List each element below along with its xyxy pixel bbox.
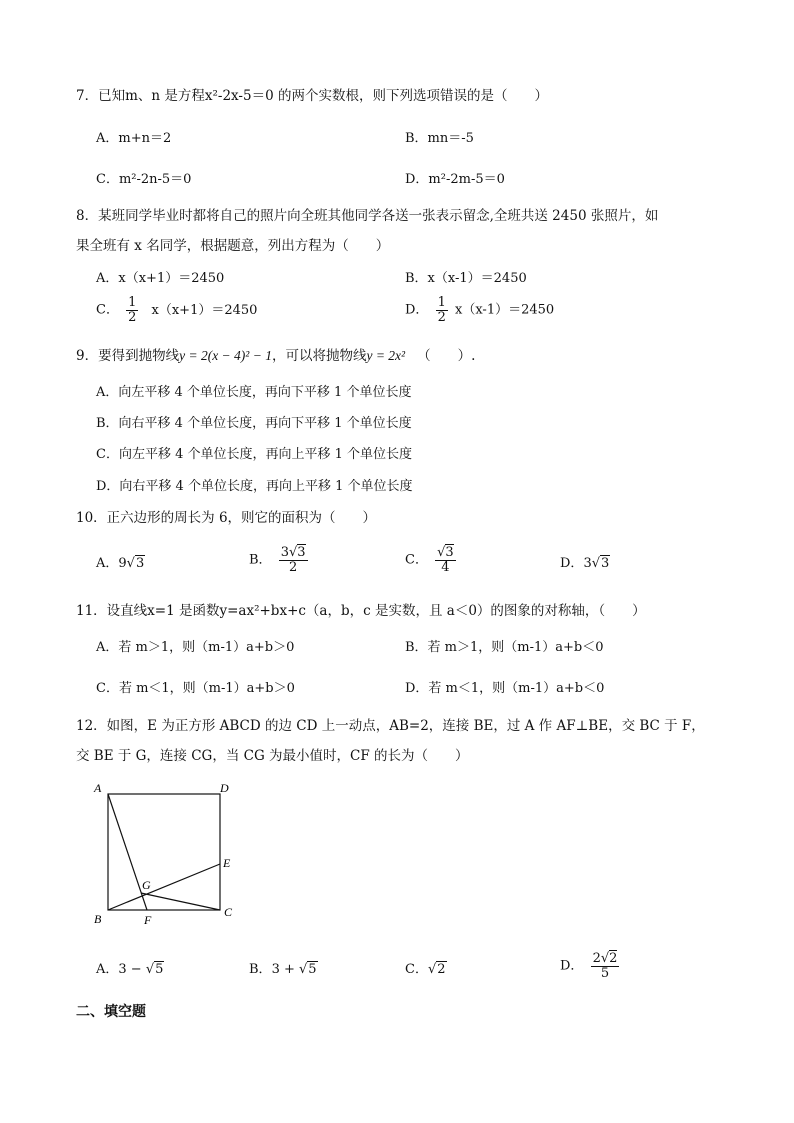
- q8-option-c-denominator: 2: [128, 310, 137, 325]
- q12-option-c: [405, 962, 447, 978]
- q10-option-a: [96, 556, 145, 572]
- q12-option-a-label: A．: [96, 962, 119, 977]
- q10-option-b-label: B．: [249, 552, 272, 568]
- q8-option-c-numerator: 1: [128, 295, 137, 310]
- q12-option-d-label: D．: [560, 958, 584, 974]
- label-point-g: G: [142, 878, 151, 892]
- segment-cg: [141, 893, 220, 910]
- q10-option-c-num-radicand: 3: [445, 545, 454, 560]
- q10-stem: 10．正六边形的周长为 6，则它的面积为（ ）: [76, 510, 377, 526]
- q9-prefix: 9．要得到抛物线: [76, 348, 180, 364]
- q12-figure-square: [86, 778, 246, 928]
- q10-option-a-sqrt: √3: [126, 556, 145, 571]
- q8-option-a: A．x（x+1）＝2450: [96, 271, 225, 286]
- label-point-c: C: [224, 905, 233, 919]
- label-point-b: B: [94, 912, 102, 926]
- label-point-f: F: [144, 913, 152, 927]
- q9-stem: [76, 348, 475, 364]
- q10-option-a-label: A．: [96, 556, 119, 571]
- q8-stem-line1: 8．某班同学毕业时都将自己的照片向全班其他同学各送一张表示留念,全班共送 2450 张照片，如: [76, 208, 659, 224]
- q12-option-a-expr: 3 −: [118, 962, 146, 977]
- q10-option-a-radicand: 3: [135, 556, 145, 571]
- q8-stem-line2: 果全班有 x 名同学，根据题意，列出方程为（ ）: [76, 238, 390, 254]
- q10-option-c-denominator: 4: [441, 560, 450, 575]
- q12-option-a-sqrt: √5: [145, 962, 164, 977]
- q12-option-c-label: C．: [405, 962, 428, 977]
- q7-stem: 7．已知m、n 是方程x²-2x-5＝0 的两个实数根，则下列选项错误的是（ ）: [76, 88, 548, 104]
- q10-option-b: [249, 546, 311, 575]
- q7-option-b: B．mn＝-5: [405, 131, 474, 146]
- q12-option-a: [96, 962, 164, 978]
- q8-option-c: [96, 296, 257, 325]
- q12-option-d-num-radicand: 2: [609, 951, 618, 966]
- segment-be: [108, 864, 220, 910]
- q10-option-c-numerator: √3: [437, 545, 454, 560]
- q10-option-c-label: C．: [405, 552, 428, 568]
- q12-option-b: [249, 962, 318, 978]
- section-fill-in-title: 二、填空题: [76, 1004, 146, 1020]
- square-abcd: [108, 794, 220, 910]
- q12-stem-line1: 12．如图，E 为正方形 ABCD 的边 CD 上一动点，AB=2，连接 BE，过 A 作 AF⊥BE，交 BC 于 F，: [76, 718, 705, 734]
- label-point-d: D: [220, 781, 229, 795]
- q11-option-b: B．若 m＞1，则（m-1）a+b＜0: [405, 640, 604, 655]
- q8-option-c-rest: x（x+1）＝2450: [151, 302, 258, 318]
- q8-option-d: [405, 296, 554, 325]
- q12-option-d-fraction: [591, 952, 620, 981]
- label-point-e: E: [223, 856, 231, 870]
- q10-option-b-numerator: 3√3: [280, 545, 306, 560]
- q10-option-a-coef: 9: [118, 556, 127, 571]
- q9-middle: ，可以将抛物线: [271, 348, 367, 364]
- q11-stem: 11．设直线x=1 是函数y=ax²+bx+c（a，b，c 是实数，且 a＜0）的图象的对称轴，（ ）: [76, 603, 646, 619]
- q9-option-a: A．向左平移 4 个单位长度，再向下平移 1 个单位长度: [96, 385, 412, 400]
- q10-option-d-radicand: 3: [601, 556, 610, 571]
- q11-option-d: D．若 m＜1，则（m-1）a+b＜0: [405, 681, 605, 696]
- q10-option-d: [560, 556, 610, 572]
- q8-option-c-fraction: [126, 296, 138, 325]
- q8-option-d-numerator: 1: [437, 295, 446, 310]
- q9-option-c: C．向左平移 4 个单位长度，再向上平移 1 个单位长度: [96, 447, 413, 462]
- q8-option-d-fraction: [436, 296, 448, 325]
- q8-option-c-label: C．: [96, 302, 119, 318]
- q10-option-b-fraction: [279, 546, 308, 575]
- q7-option-a: A．m+n＝2: [96, 131, 172, 146]
- q9-suffix: （ ）.: [417, 348, 476, 364]
- q11-option-c: C．若 m＜1，则（m-1）a+b＞0: [96, 681, 295, 696]
- q12-option-b-sqrt: √5: [299, 962, 317, 977]
- q10-option-d-sqrt: √3: [591, 556, 610, 571]
- q8-option-d-denominator: 2: [437, 310, 446, 325]
- q12-option-b-radicand: 5: [308, 962, 317, 977]
- q12-option-d-num-coef: 2: [592, 951, 601, 966]
- label-point-a: A: [94, 781, 102, 795]
- q7-option-d: D．m²-2m-5＝0: [405, 172, 505, 187]
- q10-option-d-label: D．: [560, 556, 584, 571]
- q12-option-c-sqrt: √2: [427, 962, 446, 977]
- q8-option-d-label: D．: [405, 302, 429, 318]
- q12-option-d-numerator: 2√2: [592, 951, 618, 966]
- q8-option-b: B．x（x-1）＝2450: [405, 271, 527, 286]
- q9-option-d: D．向右平移 4 个单位长度，再向上平移 1 个单位长度: [96, 479, 413, 494]
- q9-formula-source: y = 2x²: [366, 348, 406, 363]
- q10-option-d-coef: 3: [583, 556, 592, 571]
- q9-option-b: B．向右平移 4 个单位长度，再向下平移 1 个单位长度: [96, 416, 412, 431]
- q8-option-d-rest: x（x-1）＝2450: [455, 302, 555, 318]
- q12-option-b-expr: 3 +: [271, 962, 299, 977]
- q12-option-c-radicand: 2: [437, 962, 446, 977]
- q10-option-b-denominator: 2: [288, 560, 298, 575]
- q10-option-b-num-radicand: 3: [297, 545, 306, 560]
- q12-stem-line2: 交 BE 于 G，连接 CG，当 CG 为最小值时，CF 的长为（ ）: [76, 748, 469, 764]
- q12-option-d-denominator: 5: [600, 966, 610, 981]
- q10-option-b-num-coef: 3: [280, 545, 289, 560]
- q12-option-b-label: B．: [249, 962, 272, 977]
- q12-option-d: [560, 952, 622, 981]
- q9-formula-target: y = 2(x − 4)² − 1: [179, 348, 272, 363]
- q10-option-c: [405, 546, 459, 575]
- q12-option-a-radicand: 5: [155, 962, 164, 977]
- q11-option-a: A．若 m＞1，则（m-1）a+b＞0: [96, 640, 295, 655]
- q10-option-c-fraction: [435, 546, 456, 575]
- q7-option-c: C．m²-2n-5＝0: [96, 172, 192, 187]
